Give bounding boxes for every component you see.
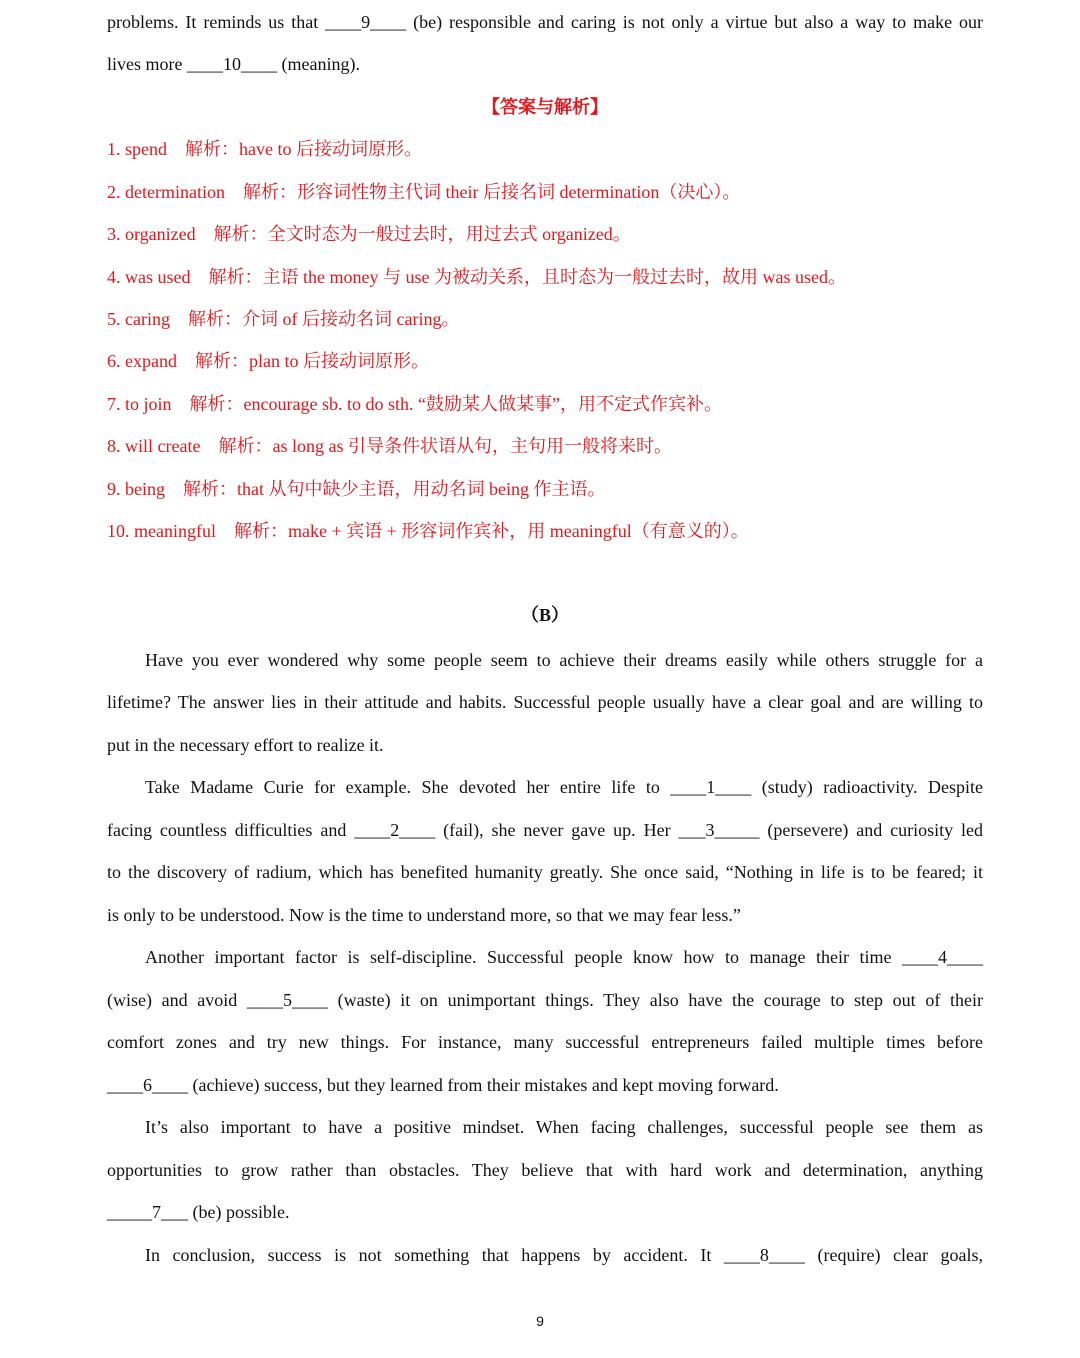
answer-item (107, 222, 983, 246)
answer-word: 3. organized (107, 224, 196, 244)
passage-b-line: is only to be understood. Now is the time to understand more, so that we may fear less.” (107, 905, 741, 925)
answer-item (107, 265, 983, 289)
answer-word: 2. determination (107, 182, 225, 202)
answer-item (107, 137, 983, 161)
answer-explanation: 解析：介词 of 后接动名词 caring。 (187, 309, 460, 329)
answer-item (107, 392, 983, 416)
answer-explanation: 解析：plan to 后接动词原形。 (194, 351, 429, 371)
passage-b-line: facing countless difficulties and ____2____ (fail), she never gave up. Her ___3_____ (persevere) and curiosity led (107, 820, 983, 840)
answer-explanation: 解析：encourage sb. to do sth. “鼓励某人做某事”，用不定式作宾补。 (189, 394, 722, 414)
passage-b-line: to the discovery of radium, which has benefited humanity greatly. She once said, “Nothing in life is to be feared; it (107, 862, 983, 882)
passage-b-line: Another important factor is self-discipline. Successful people know how to manage their time ____4____ (145, 947, 983, 967)
passage-b-line: _____7___ (be) possible. (107, 1202, 290, 1222)
passage-a-line-2: lives more ____10____ (meaning). (107, 54, 360, 74)
answer-word: 4. was used (107, 267, 191, 287)
passage-b-line: ____6____ (achieve) success, but they learned from their mistakes and kept moving forward. (107, 1075, 779, 1095)
passage-b-line: In conclusion, success is not something that happens by accident. It ____8____ (require) clear goals, (145, 1245, 983, 1265)
section-b-title: （B） (520, 605, 569, 625)
passage-a-line-1: problems. It reminds us that ____9____ (be) responsible and caring is not only a virtue but also a way to make our (107, 12, 983, 32)
answer-item (107, 477, 983, 501)
passage-b-line: opportunities to grow rather than obstacles. They believe that with hard work and determination, anything (107, 1160, 983, 1180)
answer-explanation: 解析：make + 宾语 + 形容词作宾补，用 meaningful（有意义的）。 (233, 521, 749, 541)
answer-explanation: 解析：have to 后接动词原形。 (185, 139, 422, 159)
answer-explanation: 解析：形容词性物主代词 their 后接名词 determination（决心）。 (242, 182, 741, 202)
answer-word: 6. expand (107, 351, 177, 371)
page-number: 9 (536, 1313, 544, 1329)
answer-word: 7. to join (107, 394, 172, 414)
passage-b-line: (wise) and avoid ____5____ (waste) it on unimportant things. They also have the courage to step out of their (107, 990, 983, 1010)
answer-item (107, 519, 983, 543)
answer-explanation: 解析：that 从句中缺少主语，用动名词 being 作主语。 (183, 479, 606, 499)
answer-explanation: 解析：as long as 引导条件状语从句，主句用一般将来时。 (218, 436, 672, 456)
answer-word: 5. caring (107, 309, 170, 329)
answer-item (107, 307, 983, 331)
answer-word: 10. meaningful (107, 521, 216, 541)
answer-item (107, 180, 983, 204)
answer-item (107, 434, 983, 458)
passage-b-line: put in the necessary effort to realize it. (107, 735, 384, 755)
passage-b-line: comfort zones and try new things. For instance, many successful entrepreneurs failed multiple times before (107, 1032, 983, 1052)
answer-word: 8. will create (107, 436, 201, 456)
passage-b-line: Have you ever wondered why some people seem to achieve their dreams easily while others struggle for a (145, 650, 983, 670)
answer-word: 9. being (107, 479, 165, 499)
answer-heading: 【答案与解析】 (482, 97, 608, 117)
answer-word: 1. spend (107, 139, 167, 159)
answer-item (107, 349, 983, 373)
answer-explanation: 解析：主语 the money 与 use 为被动关系，且时态为一般过去时，故用 was used。 (208, 267, 846, 287)
passage-b-line: lifetime? The answer lies in their attitude and habits. Successful people usually have a clear goal and are willing to (107, 692, 983, 712)
passage-b-line: It’s also important to have a positive mindset. When facing challenges, successful people see them as (145, 1117, 983, 1137)
passage-b-line: Take Madame Curie for example. She devoted her entire life to ____1____ (study) radioactivity. Despite (145, 777, 983, 797)
answer-explanation: 解析：全文时态为一般过去时，用过去式 organized。 (213, 224, 631, 244)
